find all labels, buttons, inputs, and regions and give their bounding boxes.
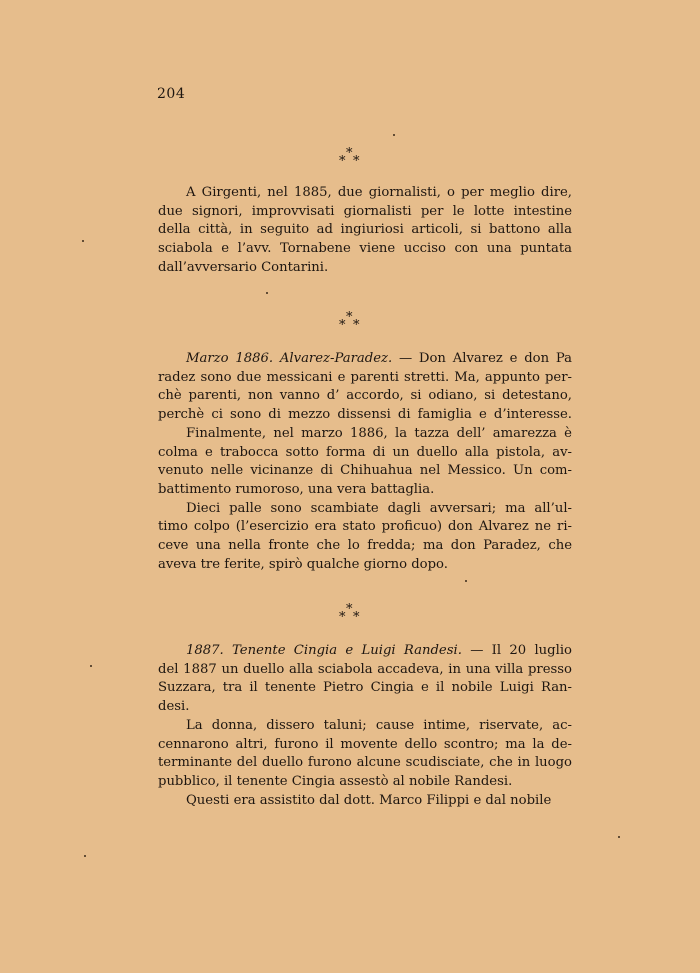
scan-speck	[84, 855, 86, 857]
asterism-divider: * * *	[339, 310, 360, 333]
text-line: desi.	[158, 699, 190, 715]
asterism-divider: * * *	[339, 602, 360, 625]
text-line: pubblico, il tenente Cingia assestò al nobile Randesi.	[158, 773, 513, 789]
scan-speck	[82, 240, 84, 242]
text-line: Suzzara, tra il tenente Pietro Cingia e il nobile Luigi Ran-	[158, 680, 572, 696]
text-line: aveva tre ferite, spirò qualche giorno dopo.	[158, 556, 448, 572]
section-alvarez-paradez	[158, 350, 572, 574]
text-line: A Girgenti, nel 1885, due giornalisti, o per meglio dire,	[186, 185, 572, 200]
text-line: battimento rumoroso, una vera battaglia.	[158, 481, 435, 497]
scan-speck	[90, 665, 92, 667]
text-line: Finalmente, nel marzo 1886, la tazza dell’ amarezza è	[186, 425, 572, 441]
text-line: radez sono due messicani e parenti stretti. Ma, appunto per-	[158, 369, 572, 385]
text-line: 1887. Tenente Cingia e Luigi Randesi. — Il 20 luglio	[186, 643, 572, 658]
paragraph-girgenti	[158, 184, 572, 278]
scan-speck	[266, 292, 268, 294]
scan-speck	[618, 836, 620, 838]
scan-speck	[393, 134, 395, 136]
text-line: due signori, improvvisati giornalisti per le lotte intestine	[158, 203, 572, 219]
section-cingia-randesi	[158, 642, 572, 810]
text-line: sciabola e l’avv. Tornabene viene ucciso con una puntata	[158, 241, 572, 257]
text-line: colma e trabocca sotto forma di un duello alla pistola, av-	[158, 444, 572, 460]
page-number: 204	[157, 86, 186, 102]
text-line: Marzo 1886. Alvarez-Paradez. — Don Alvarez e don Pa	[186, 351, 572, 366]
text-line: perchè ci sono di mezzo dissensi di famiglia e d’interesse.	[158, 407, 572, 423]
text-line: della città, in seguito ad ingiuriosi articoli, si battono alla	[158, 222, 572, 238]
scan-speck	[465, 580, 467, 582]
section-heading: 1887. Tenente Cingia e Luigi Randesi.	[186, 643, 462, 658]
text-line: Questi era assistito dal dott. Marco Filippi e dal nobile	[186, 792, 552, 808]
text-line: cennarono altri, furono il movente dello scontro; ma la de-	[158, 736, 572, 752]
text-line: La donna, dissero taluni; cause intime, riservate, ac-	[186, 717, 572, 733]
text-line: Dieci palle sono scambiate dagli avversari; ma all’ul-	[186, 500, 572, 516]
text-line: terminante del duello furono alcune scudisciate, che in luogo	[158, 755, 572, 771]
text-line: dall’avversario Contarini.	[158, 259, 329, 275]
text-line: del 1887 un duello alla sciabola accadeva, in una villa presso	[158, 661, 572, 677]
text-line: ceve una nella fronte che lo fredda; ma don Paradez, che	[158, 538, 572, 554]
text-line: timo colpo (l’esercizio era stato proficuo) don Alvarez ne ri-	[158, 519, 572, 535]
section-heading: Marzo 1886. Alvarez-Paradez.	[186, 351, 393, 366]
asterism-divider: * * *	[339, 146, 360, 169]
text-line: chè parenti, non vanno d’ accordo, si odiano, si detestano,	[158, 388, 572, 404]
text-line: venuto nelle vicinanze di Chihuahua nel Messico. Un com-	[158, 463, 572, 479]
